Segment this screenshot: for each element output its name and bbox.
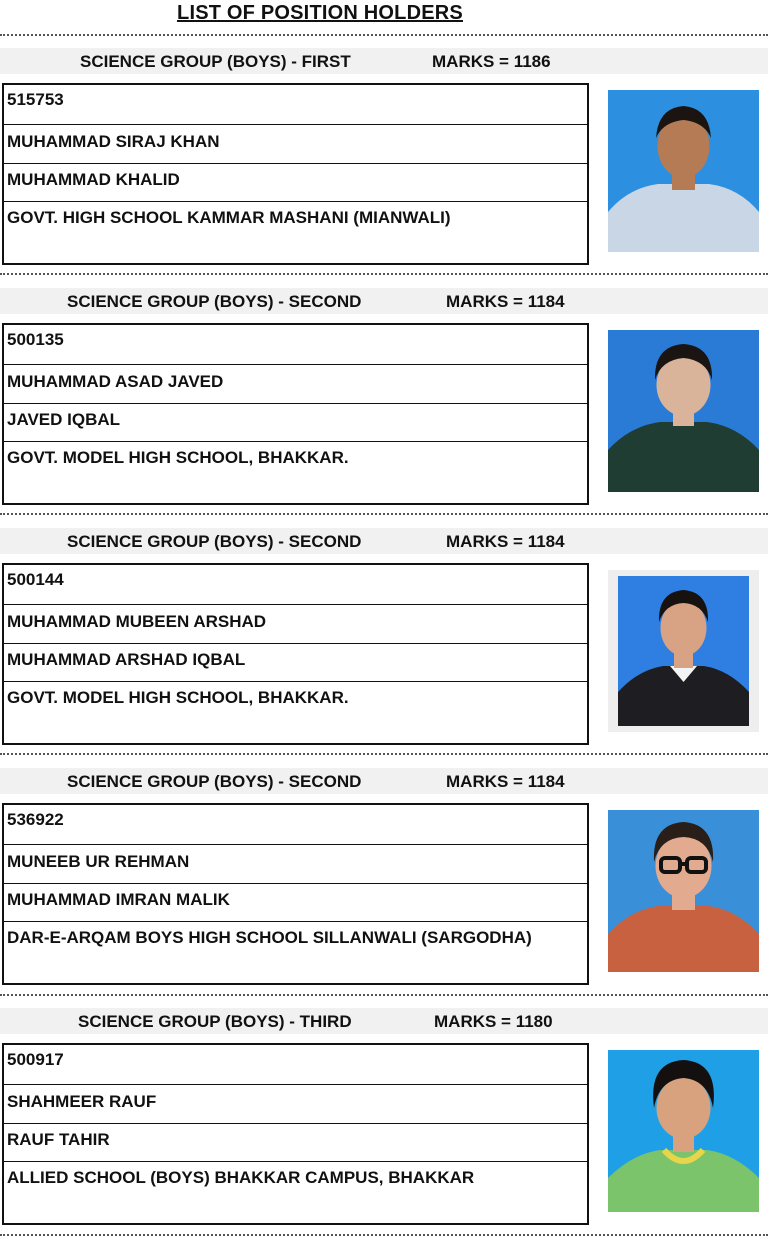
card-header bbox=[0, 768, 768, 794]
student-photo bbox=[608, 1050, 759, 1212]
group-label: SCIENCE GROUP (BOYS) - FIRST bbox=[80, 52, 351, 71]
position-holder-card bbox=[0, 38, 768, 273]
card-header bbox=[0, 1008, 768, 1034]
divider bbox=[0, 753, 768, 755]
position-holder-card bbox=[0, 518, 768, 753]
school-name: ALLIED SCHOOL (BOYS) BHAKKAR CAMPUS, BHAKKAR bbox=[7, 1168, 475, 1187]
marks-label: MARKS = 1186 bbox=[432, 52, 551, 71]
father-name: MUHAMMAD ARSHAD IQBAL bbox=[4, 644, 587, 682]
father-name: MUHAMMAD IMRAN MALIK bbox=[4, 884, 587, 922]
school-name: GOVT. MODEL HIGH SCHOOL, BHAKKAR. bbox=[7, 448, 349, 467]
student-name: MUHAMMAD ASAD JAVED bbox=[4, 365, 587, 404]
divider bbox=[0, 273, 768, 275]
student-name: MUNEEB UR REHMAN bbox=[4, 845, 587, 884]
student-name: SHAHMEER RAUF bbox=[4, 1085, 587, 1124]
group-label: SCIENCE GROUP (BOYS) - SECOND bbox=[67, 292, 362, 311]
student-photo bbox=[608, 810, 759, 972]
page-title: LIST OF POSITION HOLDERS bbox=[177, 2, 463, 24]
marks-label: MARKS = 1184 bbox=[446, 772, 565, 791]
group-label: SCIENCE GROUP (BOYS) - SECOND bbox=[67, 772, 362, 791]
roll-number: 500917 bbox=[4, 1045, 587, 1085]
details-table bbox=[2, 803, 589, 985]
school-name: GOVT. MODEL HIGH SCHOOL, BHAKKAR. bbox=[7, 688, 349, 707]
father-name: JAVED IQBAL bbox=[4, 404, 587, 442]
student-name: MUHAMMAD SIRAJ KHAN bbox=[4, 125, 587, 164]
roll-number: 536922 bbox=[4, 805, 587, 845]
school-name: GOVT. HIGH SCHOOL KAMMAR MASHANI (MIANWALI) bbox=[7, 208, 451, 227]
school-name: DAR-E-ARQAM BOYS HIGH SCHOOL SILLANWALI (SARGODHA) bbox=[7, 928, 532, 947]
student-photo bbox=[608, 90, 759, 252]
student-photo bbox=[608, 330, 759, 492]
roll-number: 500144 bbox=[4, 565, 587, 605]
marks-label: MARKS = 1180 bbox=[434, 1012, 553, 1031]
divider bbox=[0, 513, 768, 515]
father-name: RAUF TAHIR bbox=[4, 1124, 587, 1162]
position-holder-card bbox=[0, 998, 768, 1233]
roll-number: 500135 bbox=[4, 325, 587, 365]
photo-shirt bbox=[608, 906, 759, 972]
marks-label: MARKS = 1184 bbox=[446, 292, 565, 311]
group-label: SCIENCE GROUP (BOYS) - SECOND bbox=[67, 532, 362, 551]
marks-label: MARKS = 1184 bbox=[446, 532, 565, 551]
student-name: MUHAMMAD MUBEEN ARSHAD bbox=[4, 605, 587, 644]
divider bbox=[0, 1234, 768, 1236]
details-table bbox=[2, 83, 589, 265]
roll-number: 515753 bbox=[4, 85, 587, 125]
card-header bbox=[0, 48, 768, 74]
details-table bbox=[2, 323, 589, 505]
details-table bbox=[2, 563, 589, 745]
photo-shirt bbox=[608, 184, 759, 252]
photo-face bbox=[657, 1077, 711, 1139]
divider bbox=[0, 34, 768, 36]
card-header bbox=[0, 288, 768, 314]
photo-shirt bbox=[608, 422, 759, 492]
position-holder-card bbox=[0, 758, 768, 993]
position-holder-card bbox=[0, 278, 768, 513]
details-table bbox=[2, 1043, 589, 1225]
divider bbox=[0, 994, 768, 996]
card-header bbox=[0, 528, 768, 554]
student-photo bbox=[608, 570, 759, 732]
group-label: SCIENCE GROUP (BOYS) - THIRD bbox=[78, 1012, 352, 1031]
father-name: MUHAMMAD KHALID bbox=[4, 164, 587, 202]
